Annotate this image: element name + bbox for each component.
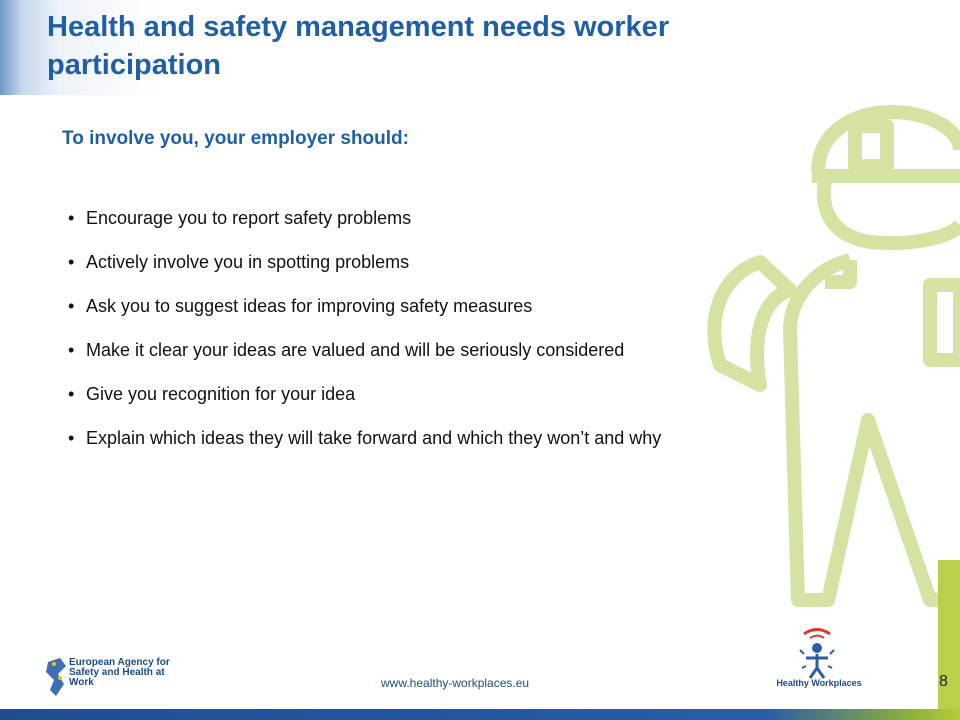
bullet-text: Ask you to suggest ideas for improving safety measures xyxy=(86,296,533,316)
agency-name: European Agency for Safety and Health at Work xyxy=(69,657,170,688)
slide-subtitle: To involve you, your employer should: xyxy=(62,128,409,149)
bullet-text: Actively involve you in spotting problems xyxy=(86,252,410,272)
bullet-dot: • xyxy=(68,208,75,228)
bullet-item xyxy=(68,207,808,229)
bullet-list xyxy=(68,207,808,482)
bullet-dot: • xyxy=(68,252,75,272)
bullet-dot: • xyxy=(68,384,75,404)
bullet-dot: • xyxy=(68,340,75,360)
bullet-item xyxy=(68,339,808,361)
bullet-text: Give you recognition for your idea xyxy=(86,384,356,404)
bullet-item xyxy=(68,416,808,460)
bullet-item xyxy=(68,295,808,317)
campaign-logo-text: Healthy Workplaces xyxy=(776,678,862,688)
bullet-text: Encourage you to report safety problems xyxy=(86,208,412,228)
bullet-item xyxy=(68,251,808,273)
bullet-text: Explain which ideas they will take forward and which they won’t and why xyxy=(86,428,662,448)
website-link[interactable]: www.healthy-workplaces.eu xyxy=(381,676,530,690)
bottom-bar xyxy=(0,709,960,720)
bullet-dot: • xyxy=(68,428,75,448)
bullet-item xyxy=(68,383,808,405)
slide-title: Health and safety management needs worker participation xyxy=(47,11,670,81)
page-number: 8 xyxy=(939,673,948,690)
bullet-text: Make it clear your ideas are valued and will be seriously considered xyxy=(86,340,625,360)
bullet-dot: • xyxy=(68,296,75,316)
